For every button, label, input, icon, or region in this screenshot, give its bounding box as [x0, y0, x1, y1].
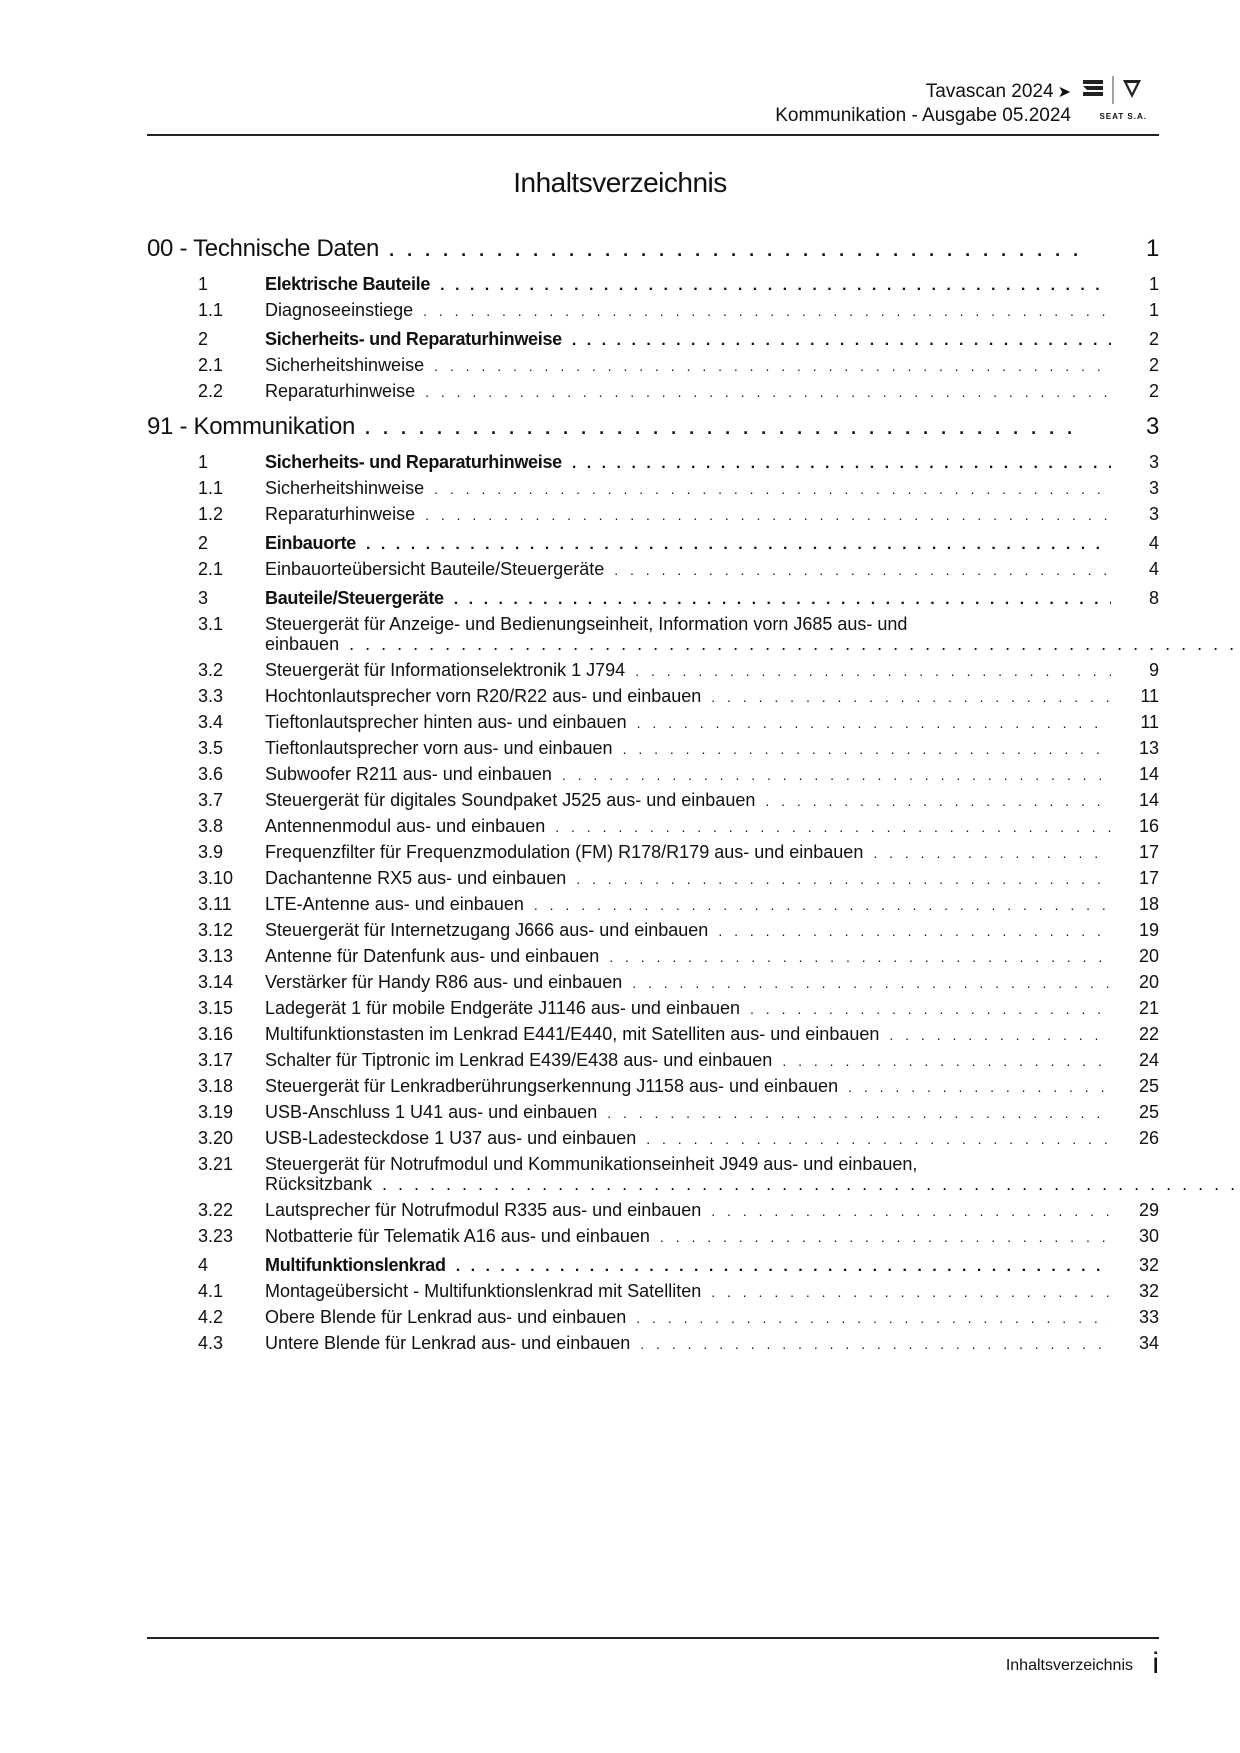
subsection-title: Steuergerät für Anzeige- und Bedienungseinheit, Information vorn J685 aus- und — [265, 614, 908, 634]
page-number: 20 — [1138, 972, 1159, 992]
dot-leader — [440, 277, 1111, 295]
subsection-number: 1.2 — [198, 504, 224, 524]
page-number: 17 — [1138, 868, 1159, 888]
section-title: Elektrische Bauteile — [265, 274, 431, 294]
arrow-icon: ➤ — [1057, 84, 1071, 101]
subsection-number: 3.16 — [198, 1024, 234, 1044]
dot-leader — [562, 767, 1111, 783]
page-number: 30 — [1138, 1226, 1159, 1246]
toc-subsection-entry[interactable] — [147, 1102, 1159, 1128]
page-number: 18 — [1138, 894, 1159, 914]
toc-subsection-entry[interactable] — [147, 1281, 1159, 1307]
toc-section-entry[interactable] — [147, 1255, 1159, 1281]
dot-leader — [750, 1001, 1111, 1017]
page-number: 1 — [1148, 274, 1159, 294]
page-number: 3 — [1148, 478, 1159, 498]
subsection-title: Sicherheitshinweise — [265, 355, 425, 375]
page-number: 14 — [1138, 764, 1159, 784]
section-title: Einbauorte — [265, 533, 357, 553]
page-number: 33 — [1138, 1307, 1159, 1327]
subsection-title: Steuergerät für Informationselektronik 1 J794 — [265, 660, 626, 680]
subsection-title-continued: einbauen — [265, 634, 340, 654]
subsection-number: 3.18 — [198, 1076, 234, 1096]
page-number: 13 — [1138, 738, 1159, 758]
toc-subsection-entry[interactable] — [147, 355, 1159, 381]
subsection-number: 3.13 — [198, 946, 234, 966]
page-number: 17 — [1138, 842, 1159, 862]
toc-subsection-entry[interactable] — [147, 946, 1159, 972]
page-number: 1 — [1145, 235, 1159, 262]
dot-leader — [660, 1229, 1111, 1245]
subsection-number: 3.9 — [198, 842, 224, 862]
dot-leader — [718, 923, 1111, 939]
subsection-title: Steuergerät für Lenkradberührungserkennung J1158 aus- und einbauen — [265, 1076, 839, 1096]
subsection-title: Sicherheitshinweise — [265, 478, 425, 498]
section-number: 4 — [198, 1255, 209, 1275]
page-header — [147, 72, 1159, 136]
toc-subsection-entry[interactable] — [147, 686, 1159, 712]
toc-subsection-entry[interactable] — [147, 764, 1159, 790]
page-number: 26 — [1138, 1128, 1159, 1148]
toc-subsection-entry[interactable] — [147, 1050, 1159, 1076]
dot-leader — [607, 1105, 1111, 1121]
chapter-title: 00 - Technische Daten — [147, 235, 380, 262]
subsection-number: 3.11 — [198, 894, 232, 914]
dot-leader — [434, 358, 1111, 374]
subsection-number: 2.2 — [198, 381, 224, 401]
dot-leader — [576, 871, 1111, 887]
toc-subsection-entry[interactable] — [147, 381, 1159, 407]
toc-section-entry[interactable] — [147, 274, 1159, 300]
subsection-number: 3.2 — [198, 660, 224, 680]
subsection-number: 3.5 — [198, 738, 224, 758]
page-number: 24 — [1138, 1050, 1159, 1070]
subsection-number: 3.4 — [198, 712, 224, 732]
section-number: 1 — [198, 452, 209, 472]
section-title: Sicherheits- und Reparaturhinweise — [265, 329, 562, 349]
subsection-title: Multifunktionstasten im Lenkrad E441/E440, mit Satelliten aus- und einbauen — [265, 1024, 880, 1044]
dot-leader — [572, 455, 1111, 473]
brand-caption: SEAT S.A. — [1099, 112, 1147, 121]
chapter-title: 91 - Kommunikation — [147, 413, 356, 440]
toc-subsection-entry[interactable] — [147, 1307, 1159, 1333]
page-footer — [147, 1637, 1159, 1680]
toc-subsection-entry[interactable] — [147, 998, 1159, 1024]
toc-subsection-entry[interactable] — [147, 712, 1159, 738]
toc-subsection-entry[interactable] — [147, 920, 1159, 946]
subsection-title: USB-Ladesteckdose 1 U37 aus- und einbauen — [265, 1128, 637, 1148]
subsection-title: Verstärker für Handy R86 aus- und einbauen — [265, 972, 623, 992]
section-number: 3 — [198, 588, 209, 608]
dot-leader — [425, 384, 1111, 400]
page-number: 19 — [1138, 920, 1159, 940]
subsection-number: 3.3 — [198, 686, 224, 706]
dot-leader — [366, 536, 1111, 554]
toc-subsection-entry[interactable] — [147, 660, 1159, 686]
subsection-title: Tieftonlautsprecher vorn aus- und einbauen — [265, 738, 613, 758]
dot-leader — [534, 897, 1111, 913]
subsection-number: 3.14 — [198, 972, 234, 992]
subsection-title: Diagnoseeinstiege — [265, 300, 414, 320]
footer-page-number: i — [1152, 1647, 1159, 1680]
subsection-title: Antenne für Datenfunk aus- und einbauen — [265, 946, 600, 966]
toc-subsection-entry[interactable] — [147, 972, 1159, 998]
subsection-title: Frequenzfilter für Frequenzmodulation (FM) R178/R179 aus- und einbauen — [265, 842, 864, 862]
toc-subsection-entry[interactable] — [147, 1024, 1159, 1050]
dot-leader — [425, 507, 1111, 523]
dot-leader — [456, 1258, 1111, 1276]
page-number: 25 — [1138, 1076, 1159, 1096]
page-number: 22 — [1138, 1024, 1159, 1044]
subsection-title: Reparaturhinweise — [265, 381, 416, 401]
subsection-title: Dachantenne RX5 aus- und einbauen — [265, 868, 567, 888]
toc-chapter-entry[interactable] — [147, 413, 1159, 449]
subsection-title: Schalter für Tiptronic im Lenkrad E439/E438 aus- und einbauen — [265, 1050, 773, 1070]
subsection-title: Untere Blende für Lenkrad aus- und einbauen — [265, 1333, 631, 1353]
page-number: 3 — [1145, 413, 1159, 440]
toc-subsection-entry[interactable] — [147, 894, 1159, 920]
dot-leader — [632, 975, 1111, 991]
dot-leader — [635, 663, 1111, 679]
subsection-title: Antennenmodul aus- und einbauen — [265, 816, 546, 836]
toc-section-entry[interactable] — [147, 533, 1159, 559]
header-model: Tavascan 2024 — [925, 81, 1054, 102]
subsection-title: Steuergerät für Internetzugang J666 aus- und einbauen — [265, 920, 709, 940]
toc-subsection-entry[interactable] — [147, 868, 1159, 894]
dot-leader — [640, 1336, 1111, 1352]
page-number: 11 — [1140, 686, 1159, 706]
dot-leader — [365, 418, 1085, 439]
page-title: Inhaltsverzeichnis — [513, 167, 727, 198]
page-number: 14 — [1138, 790, 1159, 810]
toc-subsection-entry[interactable] — [147, 1226, 1159, 1252]
dot-leader — [614, 562, 1111, 578]
toc-subsection-entry[interactable] — [147, 300, 1159, 326]
dot-leader — [434, 481, 1111, 497]
dot-leader — [711, 1203, 1111, 1219]
subsection-number: 4.1 — [198, 1281, 224, 1301]
subsection-number: 2.1 — [198, 355, 224, 375]
page-number: 32 — [1138, 1255, 1159, 1275]
page-number: 16 — [1138, 816, 1159, 836]
page-number: 21 — [1138, 998, 1159, 1018]
toc-subsection-entry[interactable] — [147, 816, 1159, 842]
subsection-number: 3.15 — [198, 998, 234, 1018]
subsection-number: 3.1 — [198, 614, 224, 634]
dot-leader — [349, 634, 1240, 655]
subsection-title: Tieftonlautsprecher hinten aus- und einbauen — [265, 712, 627, 732]
page-number: 4 — [1148, 533, 1159, 553]
subsection-number: 3.10 — [198, 868, 234, 888]
page-number: 3 — [1148, 452, 1159, 472]
subsection-title: USB-Anschluss 1 U41 aus- und einbauen — [265, 1102, 598, 1122]
page-number: 11 — [1140, 712, 1159, 732]
dot-leader — [423, 303, 1111, 319]
header-edition: Kommunikation - Ausgabe 05.2024 — [775, 105, 1071, 126]
dot-leader — [637, 715, 1111, 731]
subsection-title-continued: Rücksitzbank — [265, 1174, 373, 1194]
toc-subsection-entry[interactable] — [147, 1128, 1159, 1154]
section-title: Bauteile/Steuergeräte — [265, 588, 444, 608]
subsection-title: Montageübersicht - Multifunktionslenkrad mit Satelliten — [265, 1281, 702, 1301]
toc-section-entry[interactable] — [147, 588, 1159, 614]
subsection-number: 3.8 — [198, 816, 224, 836]
subsection-number: 3.7 — [198, 790, 224, 810]
toc-section-entry[interactable] — [147, 329, 1159, 355]
subsection-title: Hochtonlautsprecher vorn R20/R22 aus- und einbauen — [265, 686, 702, 706]
dot-leader — [848, 1079, 1111, 1095]
page-number: 32 — [1138, 1281, 1159, 1301]
subsection-number: 3.23 — [198, 1226, 234, 1246]
section-number: 1 — [198, 274, 209, 294]
subsection-title: Steuergerät für digitales Soundpaket J525 aus- und einbauen — [265, 790, 756, 810]
toc-subsection-entry[interactable] — [147, 559, 1159, 585]
dot-leader — [636, 1310, 1111, 1326]
toc-subsection-entry[interactable] — [147, 478, 1159, 504]
subsection-number: 3.17 — [198, 1050, 234, 1070]
footer-label: Inhaltsverzeichnis — [1005, 1657, 1133, 1674]
toc-subsection-entry[interactable] — [147, 614, 1159, 660]
page-number: 8 — [1148, 588, 1159, 608]
page-number: 2 — [1148, 329, 1159, 349]
subsection-title: Obere Blende für Lenkrad aus- und einbauen — [265, 1307, 627, 1327]
dot-leader — [873, 845, 1111, 861]
page-number: 4 — [1148, 559, 1159, 579]
dot-leader — [609, 949, 1111, 965]
subsection-number: 3.21 — [198, 1154, 234, 1174]
subsection-number: 1.1 — [198, 478, 224, 498]
subsection-title: Subwoofer R211 aus- und einbauen — [265, 764, 552, 784]
section-number: 2 — [198, 329, 209, 349]
subsection-number: 2.1 — [198, 559, 224, 579]
dot-leader — [646, 1131, 1111, 1147]
dot-leader — [623, 741, 1111, 757]
page-number: 20 — [1138, 946, 1159, 966]
page-number: 2 — [1148, 381, 1159, 401]
subsection-number: 4.2 — [198, 1307, 224, 1327]
dot-leader — [711, 1284, 1111, 1300]
dot-leader — [555, 819, 1111, 835]
toc-subsection-entry[interactable] — [147, 790, 1159, 816]
page-number: 1 — [1148, 300, 1159, 320]
toc-subsection-entry[interactable] — [147, 1333, 1159, 1359]
toc-subsection-entry[interactable] — [147, 1154, 1159, 1200]
subsection-number: 4.3 — [198, 1333, 224, 1353]
table-of-contents — [147, 235, 1159, 1359]
subsection-title: LTE-Antenne aus- und einbauen — [265, 894, 524, 914]
subsection-title: Notbatterie für Telematik A16 aus- und einbauen — [265, 1226, 650, 1246]
subsection-title: Einbauorteübersicht Bauteile/Steuergeräte — [265, 559, 605, 579]
page-number: 25 — [1138, 1102, 1159, 1122]
header-text — [775, 80, 1071, 127]
toc-chapter-entry[interactable] — [147, 235, 1159, 271]
page-number: 3 — [1148, 504, 1159, 524]
dot-leader — [382, 1174, 1240, 1195]
page-number: 29 — [1138, 1200, 1159, 1220]
section-title: Sicherheits- und Reparaturhinweise — [265, 452, 562, 472]
subsection-title: Ladegerät 1 für mobile Endgeräte J1146 aus- und einbauen — [265, 998, 741, 1018]
subsection-number: 3.20 — [198, 1128, 234, 1148]
toc-subsection-entry[interactable] — [147, 1076, 1159, 1102]
dot-leader — [572, 332, 1111, 350]
dot-leader — [454, 591, 1111, 609]
subsection-title: Steuergerät für Notrufmodul und Kommunikationseinheit J949 aus- und einbauen, — [265, 1154, 918, 1174]
dot-leader — [389, 240, 1085, 261]
subsection-number: 3.19 — [198, 1102, 234, 1122]
section-title: Multifunktionslenkrad — [265, 1255, 446, 1275]
subsection-number: 3.22 — [198, 1200, 234, 1220]
subsection-title: Reparaturhinweise — [265, 504, 416, 524]
page-number: 34 — [1138, 1333, 1159, 1353]
subsection-number: 1.1 — [198, 300, 224, 320]
section-number: 2 — [198, 533, 209, 553]
dot-leader — [782, 1053, 1111, 1069]
toc-subsection-entry[interactable] — [147, 738, 1159, 764]
page-number: 2 — [1148, 355, 1159, 375]
toc-subsection-entry[interactable] — [147, 1200, 1159, 1226]
toc-subsection-entry[interactable] — [147, 504, 1159, 530]
dot-leader — [765, 793, 1111, 809]
toc-section-entry[interactable] — [147, 452, 1159, 478]
subsection-title: Lautsprecher für Notrufmodul R335 aus- und einbauen — [265, 1200, 702, 1220]
dot-leader — [711, 689, 1111, 705]
dot-leader — [889, 1027, 1111, 1043]
page-number: 9 — [1148, 660, 1159, 680]
toc-subsection-entry[interactable] — [147, 842, 1159, 868]
subsection-number: 3.12 — [198, 920, 234, 940]
subsection-number: 3.6 — [198, 764, 224, 784]
